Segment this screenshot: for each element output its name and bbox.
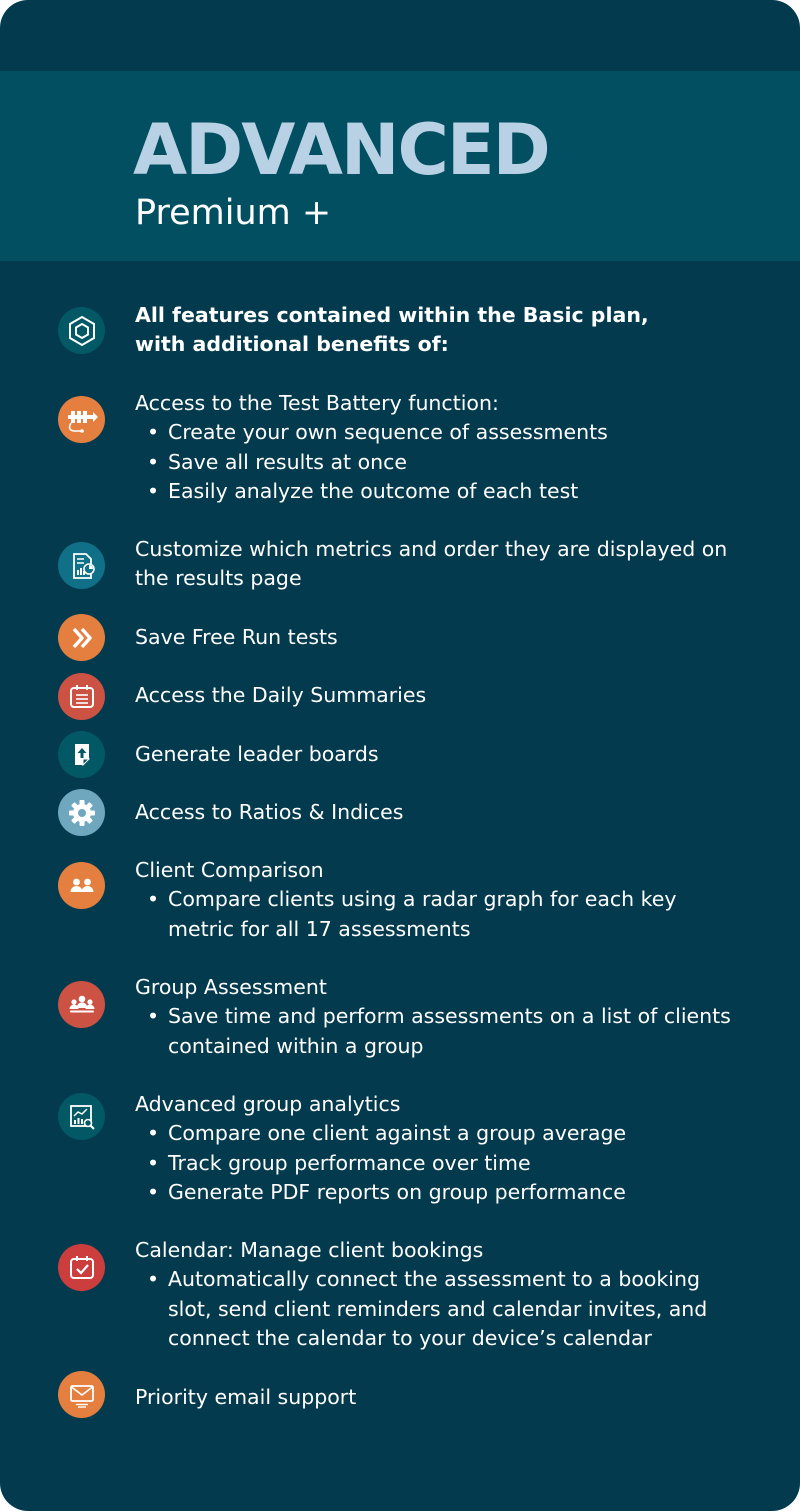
plan-title: ADVANCED [133,109,549,191]
daily-summary-icon [58,673,105,720]
feature-text: Generate leader boards [135,742,379,766]
upload-document-icon [58,731,105,778]
feature-text: All features contained within the Basic plan, with additional benefits of: [135,303,649,357]
test-battery-icon [58,396,105,443]
double-chevron-icon [58,614,105,661]
feature-text: Priority email support [135,1385,357,1409]
report-chart-icon [58,542,105,589]
feature-bullet: • Compare clients using a radar graph for each key metric for all 17 assessments [135,885,745,944]
feature-text: Advanced group analytics [135,1092,401,1116]
feature-bullet: • Generate PDF reports on group performance [135,1178,745,1207]
feature-bullet: • Create your own sequence of assessments [135,418,745,447]
gear-icon [58,789,105,836]
feature-bullet: • Track group performance over time [135,1149,745,1178]
email-icon [58,1371,105,1418]
hexagon-icon [58,307,105,354]
feature-text: Access to Ratios & Indices [135,800,404,824]
analytics-icon [58,1093,105,1140]
feature-bullet: • Easily analyze the outcome of each test [135,477,745,506]
feature-text: Save Free Run tests [135,625,338,649]
feature-text: Customize which metrics and order they are displayed on the results page [135,537,728,591]
feature-text: Client Comparison [135,858,324,882]
two-people-icon [58,862,105,909]
feature-text: Access the Daily Summaries [135,683,427,707]
feature-bullet: • Save all results at once [135,448,745,477]
feature-text: Group Assessment [135,975,327,999]
group-icon [58,981,105,1028]
calendar-check-icon [58,1244,105,1291]
feature-bullet: • Save time and perform assessments on a list of clients contained within a group [135,1002,745,1061]
plan-subtitle: Premium + [135,193,332,233]
feature-bullet: • Automatically connect the assessment to a booking slot, send client reminders and calendar invites, and connect the calendar to your device’s calendar [135,1265,745,1353]
feature-text: Access to the Test Battery function: [135,391,499,415]
feature-bullet: • Compare one client against a group average [135,1119,745,1148]
feature-text: Calendar: Manage client bookings [135,1238,484,1262]
